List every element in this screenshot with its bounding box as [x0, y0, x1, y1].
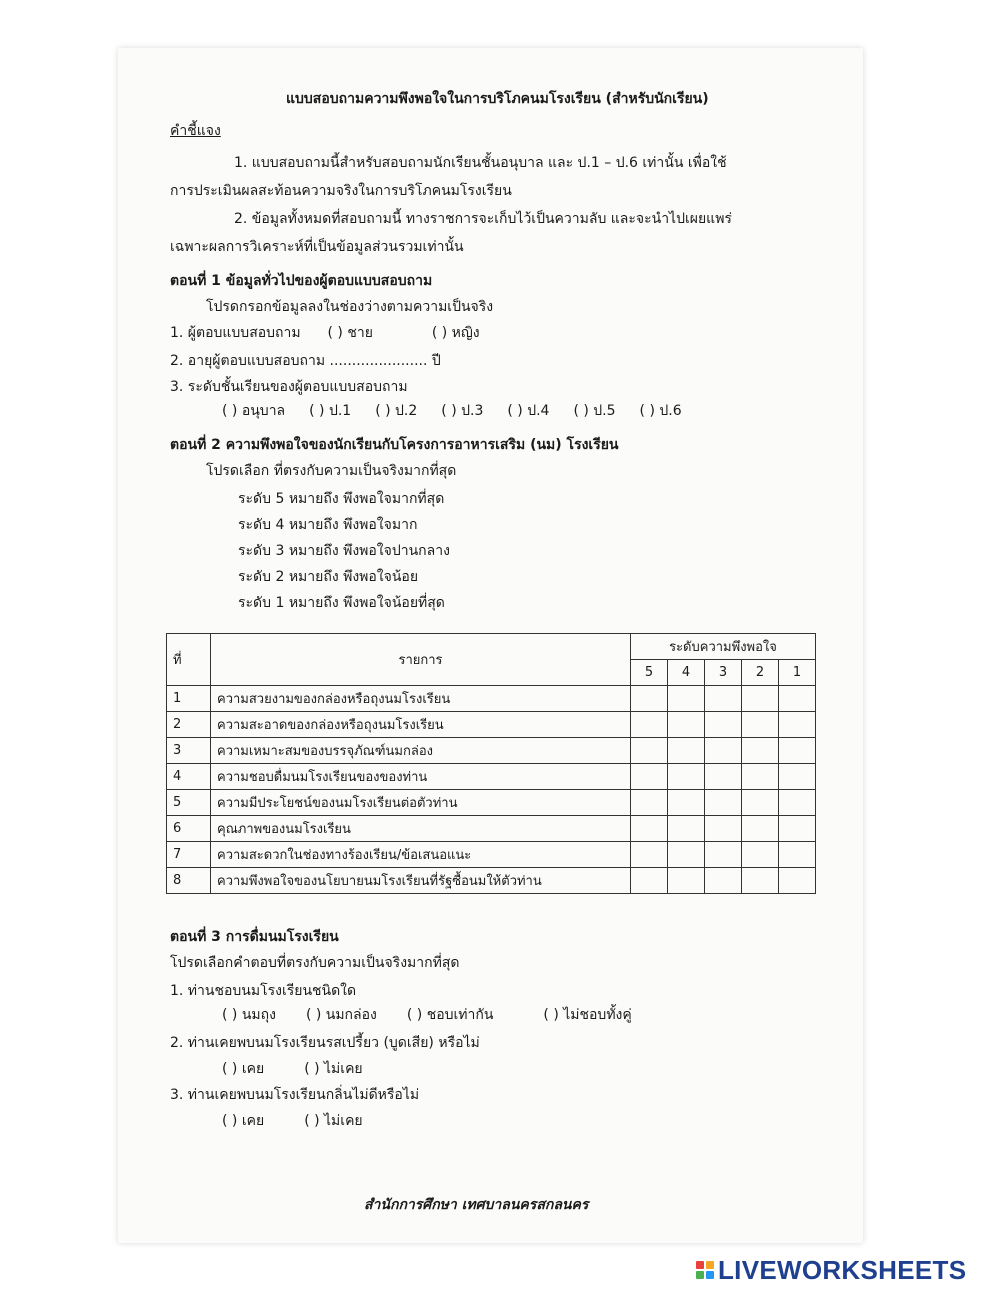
- row-item: ความชอบดื่มนมโรงเรียนของของท่าน: [211, 764, 631, 790]
- sour-milk-options: [222, 1058, 363, 1080]
- score-cell[interactable]: [631, 816, 668, 842]
- score-cell[interactable]: [779, 686, 816, 712]
- score-cell[interactable]: [705, 842, 742, 868]
- score-cell[interactable]: [779, 816, 816, 842]
- part3-prompt: โปรดเลือกคำตอบที่ตรงกับความเป็นจริงมากที่สุด: [170, 955, 460, 971]
- score-header-3: 3: [705, 660, 742, 686]
- part1-heading: ตอนที่ 1 ข้อมูลทั่วไปของผู้ตอบแบบสอบถาม: [170, 273, 433, 289]
- score-cell[interactable]: [742, 686, 779, 712]
- part1-q1-label: 1. ผู้ตอบแบบสอบถาม: [170, 325, 301, 341]
- score-cell[interactable]: [779, 712, 816, 738]
- row-number: 8: [167, 868, 211, 894]
- grade-option-p5[interactable]: ( ) ป.5: [573, 403, 616, 419]
- score-cell[interactable]: [668, 764, 705, 790]
- level-3-description: ระดับ 3 หมายถึง พึงพอใจปานกลาง: [238, 543, 450, 559]
- worksheet-page: [118, 48, 863, 1243]
- level-1-description: ระดับ 1 หมายถึง พึงพอใจน้อยที่สุด: [238, 595, 445, 611]
- smell-option-no[interactable]: ( ) ไม่เคย: [304, 1113, 363, 1129]
- table-row: [167, 842, 816, 868]
- row-item: ความเหมาะสมของบรรจุภัณฑ์นมกล่อง: [211, 738, 631, 764]
- score-cell[interactable]: [779, 842, 816, 868]
- score-cell[interactable]: [779, 868, 816, 894]
- table-header-item: รายการ: [211, 634, 631, 686]
- part1-q2: 2. อายุผู้ตอบแบบสอบถาม ...................... ปี: [170, 353, 441, 369]
- table-row: [167, 712, 816, 738]
- row-item: คุณภาพของนมโรงเรียน: [211, 816, 631, 842]
- table-header-no: ที่: [167, 634, 211, 686]
- score-cell[interactable]: [705, 868, 742, 894]
- part3-q2: 2. ท่านเคยพบนมโรงเรียนรสเปรี้ยว (บูดเสีย) หรือไม่: [170, 1035, 480, 1051]
- score-cell[interactable]: [742, 842, 779, 868]
- score-cell[interactable]: [742, 764, 779, 790]
- table-header-level: ระดับความพึงพอใจ: [631, 634, 816, 660]
- row-item: ความมีประโยชน์ของนมโรงเรียนต่อตัวท่าน: [211, 790, 631, 816]
- liveworksheets-logo[interactable]: [696, 1255, 966, 1285]
- part2-heading: ตอนที่ 2 ความพึงพอใจของนักเรียนกับโครงการอาหารเสริม (นม) โรงเรียน: [170, 437, 619, 453]
- instruction-2-line1: 2. ข้อมูลทั้งหมดที่สอบถามนี้ ทางราชการจะเก็บไว้เป็นความลับ และจะนำไปเผยแพร่: [234, 211, 732, 227]
- part1-prompt: โปรดกรอกข้อมูลลงในช่องว่างตามความเป็นจริง: [206, 299, 494, 315]
- score-cell[interactable]: [631, 790, 668, 816]
- row-number: 4: [167, 764, 211, 790]
- score-cell[interactable]: [742, 738, 779, 764]
- milk-option-neither[interactable]: ( ) ไม่ชอบทั้งคู่: [543, 1007, 632, 1023]
- level-5-description: ระดับ 5 หมายถึง พึงพอใจมากที่สุด: [238, 491, 445, 507]
- table-row: [167, 764, 816, 790]
- grade-option-p6[interactable]: ( ) ป.6: [639, 403, 682, 419]
- score-cell[interactable]: [705, 712, 742, 738]
- score-cell[interactable]: [779, 764, 816, 790]
- grade-option-p1[interactable]: ( ) ป.1: [309, 403, 352, 419]
- gender-option-male[interactable]: ( ) ชาย: [327, 325, 373, 341]
- score-cell[interactable]: [705, 790, 742, 816]
- score-cell[interactable]: [742, 790, 779, 816]
- score-cell[interactable]: [668, 790, 705, 816]
- part3-q1: 1. ท่านชอบนมโรงเรียนชนิดใด: [170, 983, 357, 999]
- row-item: ความสะอาดของกล่องหรือถุงนมโรงเรียน: [211, 712, 631, 738]
- row-item: ความสะดวกในช่องทางร้องเรียน/ข้อเสนอแนะ: [211, 842, 631, 868]
- score-cell[interactable]: [668, 868, 705, 894]
- smell-option-yes[interactable]: ( ) เคย: [222, 1113, 265, 1129]
- grade-option-p3[interactable]: ( ) ป.3: [441, 403, 484, 419]
- table-row: [167, 790, 816, 816]
- score-cell[interactable]: [742, 712, 779, 738]
- score-cell[interactable]: [668, 712, 705, 738]
- level-2-description: ระดับ 2 หมายถึง พึงพอใจน้อย: [238, 569, 419, 585]
- instructions-heading: คำชี้แจง: [170, 123, 221, 139]
- grade-options: [222, 400, 682, 422]
- instruction-2-line2: เฉพาะผลการวิเคราะห์ที่เป็นข้อมูลส่วนรวมเท่านั้น: [170, 239, 464, 255]
- score-cell[interactable]: [668, 738, 705, 764]
- score-cell[interactable]: [779, 790, 816, 816]
- table-row: [167, 738, 816, 764]
- score-cell[interactable]: [631, 712, 668, 738]
- grade-option-p4[interactable]: ( ) ป.4: [507, 403, 550, 419]
- row-number: 6: [167, 816, 211, 842]
- logo-text: LIVEWORKSHEETS: [718, 1254, 967, 1285]
- logo-squares-icon: [696, 1261, 714, 1279]
- table-row: [167, 686, 816, 712]
- part2-prompt: โปรดเลือก ที่ตรงกับความเป็นจริงมากที่สุด: [206, 463, 457, 479]
- bad-smell-options: [222, 1110, 363, 1132]
- row-item: ความพึงพอใจของนโยบายนมโรงเรียนที่รัฐซื้อนมให้ตัวท่าน: [211, 868, 631, 894]
- instruction-1-line1: 1. แบบสอบถามนี้สำหรับสอบถามนักเรียนชั้นอนุบาล และ ป.1 – ป.6 เท่านั้น เพื่อใช้: [234, 155, 727, 171]
- level-4-description: ระดับ 4 หมายถึง พึงพอใจมาก: [238, 517, 418, 533]
- score-cell[interactable]: [705, 686, 742, 712]
- score-cell[interactable]: [705, 816, 742, 842]
- part1-q1: [170, 322, 480, 344]
- part1-q3: 3. ระดับชั้นเรียนของผู้ตอบแบบสอบถาม: [170, 379, 408, 395]
- table-row: [167, 816, 816, 842]
- score-cell[interactable]: [668, 842, 705, 868]
- milk-option-equal[interactable]: ( ) ชอบเท่ากัน: [406, 1007, 494, 1023]
- score-header-4: 4: [668, 660, 705, 686]
- satisfaction-table: [166, 633, 816, 894]
- score-cell[interactable]: [742, 816, 779, 842]
- milk-option-box[interactable]: ( ) นมกล่อง: [305, 1007, 377, 1023]
- score-cell[interactable]: [705, 738, 742, 764]
- score-header-2: 2: [742, 660, 779, 686]
- row-number: 1: [167, 686, 211, 712]
- grade-option-p2[interactable]: ( ) ป.2: [375, 403, 418, 419]
- score-header-5: 5: [631, 660, 668, 686]
- part3-q3: 3. ท่านเคยพบนมโรงเรียนกลิ่นไม่ดีหรือไม่: [170, 1087, 420, 1103]
- score-cell[interactable]: [631, 764, 668, 790]
- row-number: 7: [167, 842, 211, 868]
- row-number: 3: [167, 738, 211, 764]
- score-cell[interactable]: [705, 764, 742, 790]
- score-cell[interactable]: [668, 686, 705, 712]
- score-cell[interactable]: [631, 842, 668, 868]
- score-header-1: 1: [779, 660, 816, 686]
- footer-office: สำนักการศึกษา เทศบาลนครสกลนคร: [364, 1197, 589, 1213]
- milk-type-options: [222, 1004, 632, 1026]
- score-cell[interactable]: [742, 868, 779, 894]
- milk-option-bag[interactable]: ( ) นมถุง: [222, 1007, 276, 1023]
- row-item: ความสวยงามของกล่องหรือถุงนมโรงเรียน: [211, 686, 631, 712]
- grade-option-kindergarten[interactable]: ( ) อนุบาล: [222, 403, 286, 419]
- gender-option-female[interactable]: ( ) หญิง: [431, 325, 480, 341]
- row-number: 5: [167, 790, 211, 816]
- table-row: [167, 868, 816, 894]
- sour-option-no[interactable]: ( ) ไม่เคย: [304, 1061, 363, 1077]
- part3-heading: ตอนที่ 3 การดื่มนมโรงเรียน: [170, 929, 339, 945]
- score-cell[interactable]: [779, 738, 816, 764]
- sour-option-yes[interactable]: ( ) เคย: [222, 1061, 265, 1077]
- instruction-1-line2: การประเมินผลสะท้อนความจริงในการบริโภคนมโรงเรียน: [170, 183, 512, 199]
- score-cell[interactable]: [668, 816, 705, 842]
- score-cell[interactable]: [631, 686, 668, 712]
- score-cell[interactable]: [631, 738, 668, 764]
- score-cell[interactable]: [631, 868, 668, 894]
- row-number: 2: [167, 712, 211, 738]
- page-title: แบบสอบถามความพึงพอใจในการบริโภคนมโรงเรียน (สำหรับนักเรียน): [286, 91, 709, 107]
